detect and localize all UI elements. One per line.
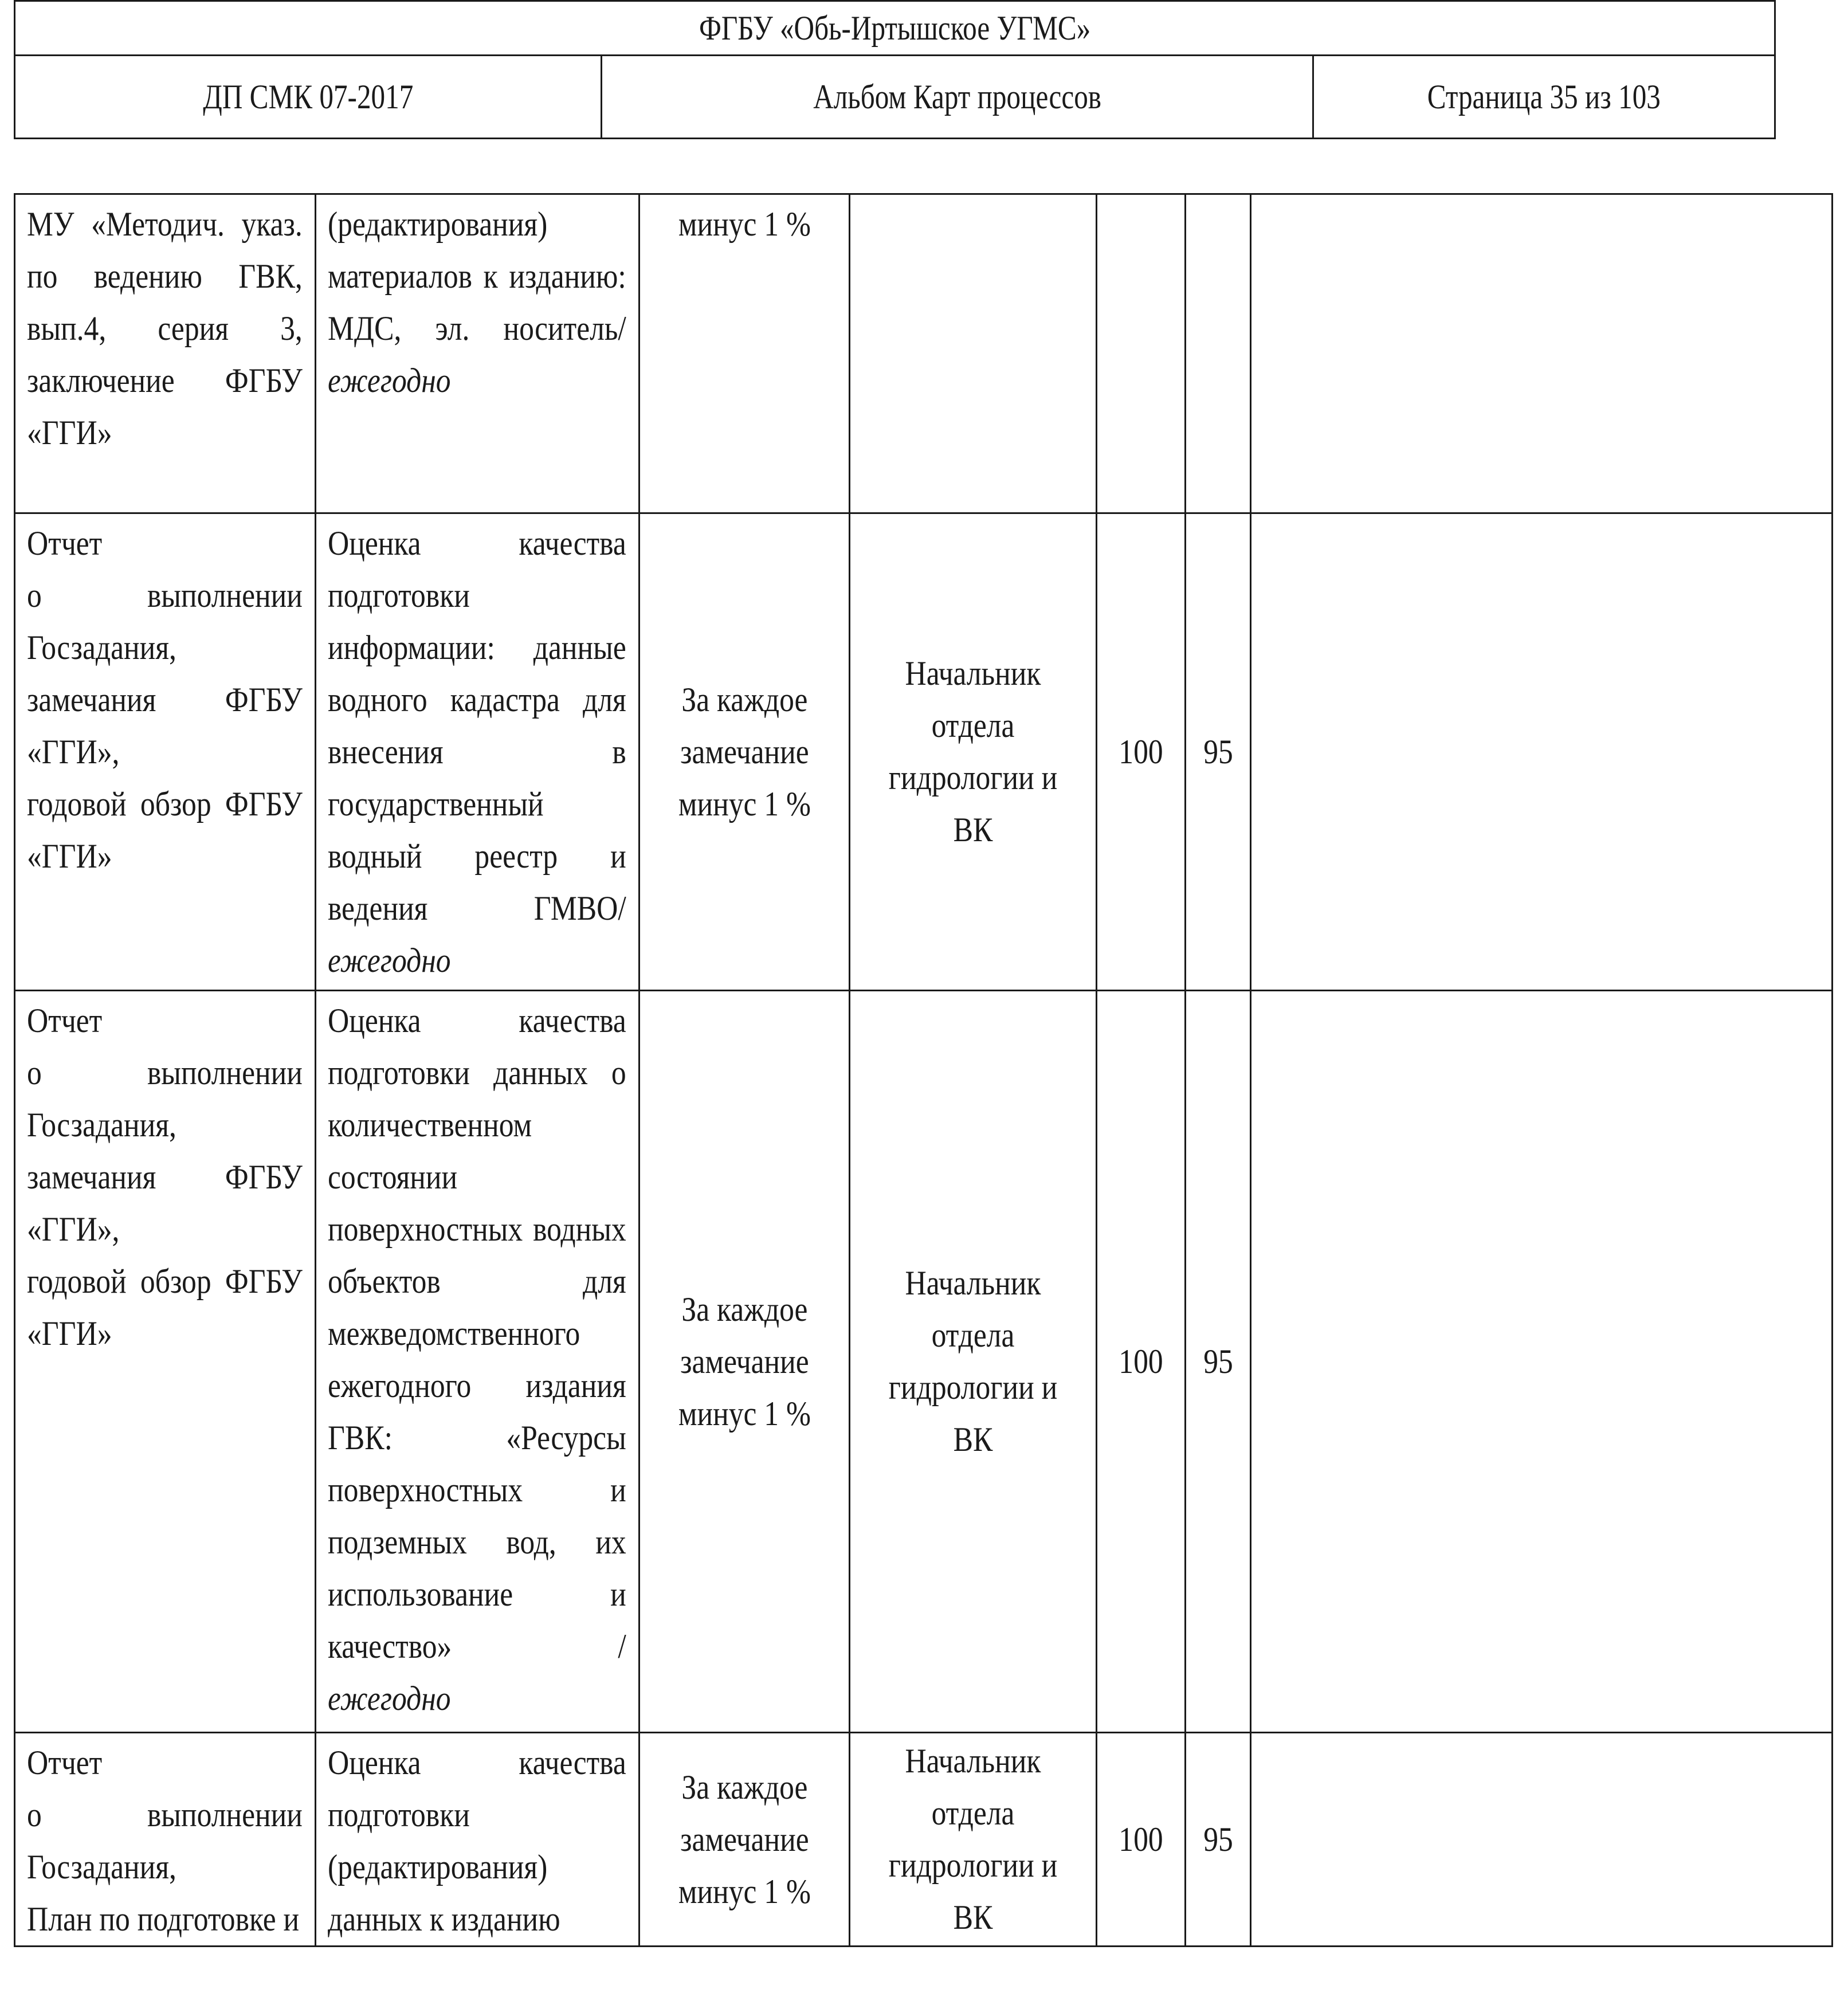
source-line: вып.4, серия 3, — [27, 309, 303, 347]
source-text — [27, 517, 303, 882]
source-line: годовой обзор ФГБУ — [27, 785, 303, 823]
criterion-cell — [316, 1733, 639, 1947]
max-value-cell — [1097, 194, 1186, 513]
source-text — [27, 198, 303, 459]
criterion-line: Оценка качества — [328, 1744, 626, 1782]
max-value-cell — [1097, 1733, 1186, 1947]
source-line: о выполнении — [27, 576, 303, 614]
max-value-cell — [1097, 991, 1186, 1733]
criterion-line: ежегодного издания — [328, 1367, 626, 1404]
criterion-line: водный реестр и — [328, 837, 626, 875]
table-row — [15, 1733, 1833, 1947]
table-row — [15, 194, 1833, 513]
source-cell — [15, 1733, 316, 1947]
table-row — [15, 991, 1833, 1733]
criterion-line: материалов к изданию: — [328, 257, 626, 295]
criterion-line: подземных вод, их — [328, 1523, 626, 1561]
table-body — [15, 194, 1833, 1947]
penalty-text: За каждое замечание минус 1 % — [678, 1290, 811, 1433]
source-line: Отчет — [27, 1744, 103, 1782]
responsible-cell — [850, 513, 1097, 991]
responsible-text: Начальник отдела гидрологии и ВК — [888, 654, 1058, 849]
criterion-line: подготовки — [328, 576, 470, 614]
source-cell — [15, 991, 316, 1733]
criterion-line: поверхностных водных — [328, 1210, 626, 1248]
responsible-text: Начальник отдела гидрологии и ВК — [888, 1742, 1058, 1936]
document-header — [14, 0, 1776, 139]
source-line: годовой обзор ФГБУ — [27, 1262, 303, 1300]
criterion-line: состоянии — [328, 1158, 458, 1196]
criterion-cell — [316, 991, 639, 1733]
criterion-line: водного кадастра для — [328, 681, 626, 719]
notes-cell — [1251, 513, 1833, 991]
process-map-table — [14, 193, 1833, 1947]
target-value-cell — [1186, 991, 1251, 1733]
criterion-period: ежегодно — [328, 941, 451, 979]
target-value-text: 95 — [1203, 1820, 1233, 1858]
max-value-text: 100 — [1119, 1342, 1163, 1380]
source-line: «ГГИ», — [27, 1210, 120, 1248]
doc-code-text: ДП СМК 07-2017 — [202, 78, 414, 116]
max-value-cell — [1097, 513, 1186, 991]
criterion-line: Оценка качества — [328, 1002, 626, 1039]
criterion-line: внесения в — [328, 733, 626, 771]
target-value-cell — [1186, 194, 1251, 513]
criterion-line: ГВК: «Ресурсы — [328, 1419, 626, 1457]
criterion-line: качество» / — [328, 1627, 626, 1665]
responsible-text: Начальник отдела гидрологии и ВК — [888, 1264, 1058, 1458]
source-text — [27, 995, 303, 1360]
source-line: Госзадания, — [27, 629, 176, 666]
criterion-line: информации: данные — [328, 629, 626, 666]
doc-title — [602, 56, 1313, 139]
criterion-line: государственный — [328, 785, 544, 823]
penalty-text: За каждое замечание минус 1 % — [678, 680, 811, 823]
doc-title-text: Альбом Карт процессов — [813, 78, 1101, 116]
max-value-text: 100 — [1119, 732, 1163, 771]
criterion-period: ежегодно — [328, 362, 451, 399]
criterion-text — [328, 198, 626, 407]
target-value-cell — [1186, 513, 1251, 991]
criterion-text — [328, 995, 626, 1725]
responsible-cell — [850, 991, 1097, 1733]
notes-cell — [1251, 194, 1833, 513]
notes-cell — [1251, 1733, 1833, 1947]
page-info-text: Страница 35 из 103 — [1427, 78, 1661, 116]
source-line: Отчет — [27, 1002, 103, 1039]
notes-cell — [1251, 991, 1833, 1733]
target-value-cell — [1186, 1733, 1251, 1947]
criterion-line: использование и — [328, 1575, 626, 1613]
target-value-text: 95 — [1203, 732, 1233, 771]
criterion-line: объектов для — [328, 1262, 626, 1300]
source-line: «ГГИ», — [27, 733, 120, 771]
source-text — [27, 1737, 303, 1945]
source-line: заключение ФГБУ — [27, 362, 303, 399]
organization-text: ФГБУ «Обь-Иртышское УГМС» — [699, 9, 1091, 47]
criterion-period: ежегодно — [328, 1680, 451, 1717]
source-line: Госзадания, — [27, 1106, 176, 1144]
criterion-line: поверхностных и — [328, 1471, 626, 1509]
penalty-cell — [639, 513, 850, 991]
criterion-line: (редактирования) — [328, 205, 548, 243]
responsible-cell — [850, 1733, 1097, 1947]
max-value-text: 100 — [1119, 1820, 1163, 1858]
source-line: замечания ФГБУ — [27, 1158, 303, 1196]
source-cell — [15, 194, 316, 513]
source-line: по ведению ГВК, — [27, 257, 303, 295]
criterion-line: данных к изданию — [328, 1900, 560, 1938]
target-value-text: 95 — [1203, 1342, 1233, 1380]
criterion-cell — [316, 194, 639, 513]
criterion-line: Оценка качества — [328, 524, 626, 562]
source-cell — [15, 513, 316, 991]
source-line: о выполнении — [27, 1796, 303, 1834]
source-line: о выполнении — [27, 1054, 303, 1092]
criterion-text — [328, 1737, 626, 1945]
penalty-cell — [639, 194, 850, 513]
source-line: «ГГИ» — [27, 414, 112, 452]
criterion-line: подготовки данных о — [328, 1054, 626, 1092]
source-line: «ГГИ» — [27, 1315, 112, 1352]
criterion-line: ведения ГМВО/ — [328, 889, 626, 927]
penalty-cell — [639, 991, 850, 1733]
criterion-cell — [316, 513, 639, 991]
criterion-line: МДС, эл. носитель/ — [328, 309, 626, 347]
criterion-line: межведомственного — [328, 1315, 580, 1352]
source-line: Госзадания, — [27, 1848, 176, 1886]
criterion-text — [328, 517, 626, 987]
penalty-cell — [639, 1733, 850, 1947]
source-line: замечания ФГБУ — [27, 681, 303, 719]
doc-code — [15, 56, 602, 139]
source-line: План по подготовке и — [27, 1900, 300, 1938]
penalty-text: За каждое замечание минус 1 % — [678, 1768, 811, 1910]
source-line: «ГГИ» — [27, 837, 112, 875]
organization-name — [15, 1, 1775, 56]
source-line: МУ «Методич. указ. — [27, 205, 303, 243]
criterion-line: подготовки — [328, 1796, 470, 1834]
criterion-line: количественном — [328, 1106, 532, 1144]
table-row — [15, 513, 1833, 991]
source-line: Отчет — [27, 524, 103, 562]
penalty-text: минус 1 % — [678, 205, 811, 243]
criterion-line: (редактирования) — [328, 1848, 548, 1886]
page-info — [1313, 56, 1775, 139]
responsible-cell — [850, 194, 1097, 513]
